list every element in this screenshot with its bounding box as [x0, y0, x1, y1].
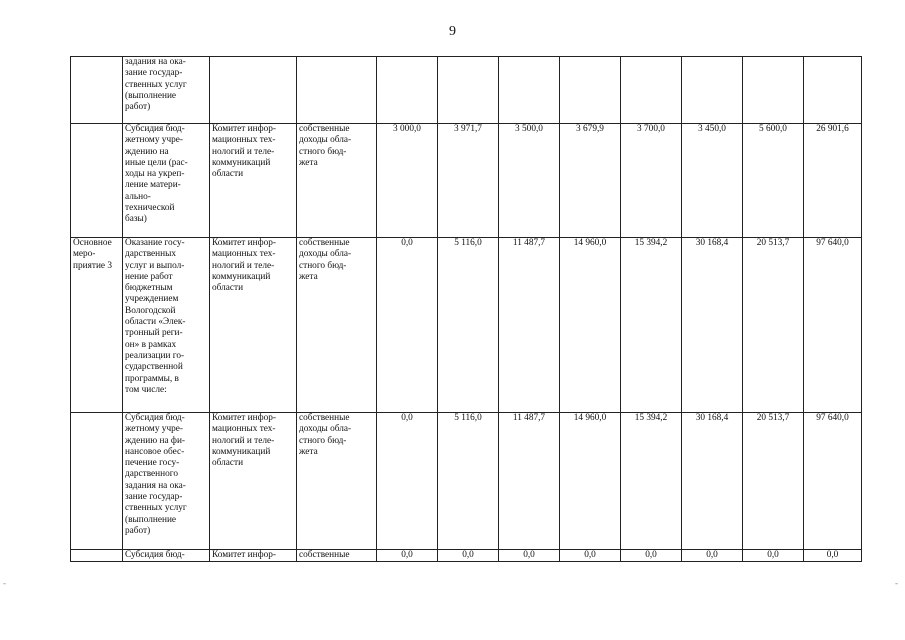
total-value-cell	[804, 57, 862, 124]
year-value-cell: 15 394,2	[621, 413, 682, 550]
year-value-cell: 3 450,0	[682, 124, 743, 238]
total-value-cell: 0,0	[804, 550, 862, 562]
year-value-cell: 0,0	[377, 238, 438, 413]
measure-cell	[71, 413, 123, 550]
year-value-cell	[621, 57, 682, 124]
year-value-cell: 3 700,0	[621, 124, 682, 238]
measure-cell	[71, 124, 123, 238]
year-value-cell: 3 971,7	[438, 124, 499, 238]
funding-source-cell: собственные	[297, 550, 377, 562]
year-value-cell: 30 168,4	[682, 238, 743, 413]
measure-cell: Основное меро- приятие 3	[71, 238, 123, 413]
table-row	[71, 124, 862, 238]
table-row	[71, 413, 862, 550]
year-value-cell: 20 513,7	[743, 413, 804, 550]
event-name-cell: Субсидия бюд-	[123, 550, 210, 562]
executor-cell	[210, 57, 297, 124]
table-row	[71, 238, 862, 413]
year-value-cell: 0,0	[621, 550, 682, 562]
year-value-cell: 0,0	[438, 550, 499, 562]
year-value-cell	[438, 57, 499, 124]
executor-cell: Комитет инфор- мационных тех- нологий и теле- коммуникаций области	[210, 124, 297, 238]
total-value-cell: 26 901,6	[804, 124, 862, 238]
year-value-cell: 11 487,7	[499, 238, 560, 413]
year-value-cell: 0,0	[377, 413, 438, 550]
year-value-cell	[682, 57, 743, 124]
year-value-cell: 0,0	[377, 550, 438, 562]
year-value-cell: 20 513,7	[743, 238, 804, 413]
funding-source-cell: собственные доходы обла- стного бюд- жета	[297, 124, 377, 238]
event-name-cell: Оказание госу- дарственных услуг и выпол- нение работ бюджетным учреждением Вологодской области «Элек- тронный реги- он» в рамках реализации го- сударственной программы, в том числе:	[123, 238, 210, 413]
total-value-cell: 97 640,0	[804, 413, 862, 550]
year-value-cell	[743, 57, 804, 124]
event-name-cell: задания на ока- зание государ- ственных услуг (выполнение работ)	[123, 57, 210, 124]
year-value-cell: 5 600,0	[743, 124, 804, 238]
executor-cell: Комитет инфор- мационных тех- нологий и теле- коммуникаций области	[210, 413, 297, 550]
year-value-cell: 0,0	[682, 550, 743, 562]
year-value-cell: 3 500,0	[499, 124, 560, 238]
year-value-cell: 30 168,4	[682, 413, 743, 550]
total-value-cell: 97 640,0	[804, 238, 862, 413]
funding-source-cell: собственные доходы обла- стного бюд- жета	[297, 413, 377, 550]
year-value-cell: 0,0	[560, 550, 621, 562]
funding-source-cell	[297, 57, 377, 124]
year-value-cell: 3 000,0	[377, 124, 438, 238]
table-row	[71, 57, 862, 124]
event-name-cell: Субсидия бюд- жетному учре- ждению на иные цели (рас- ходы на укреп- ление матери- ально- технической базы)	[123, 124, 210, 238]
year-value-cell: 3 679,9	[560, 124, 621, 238]
year-value-cell: 15 394,2	[621, 238, 682, 413]
event-name-cell: Субсидия бюд- жетному учре- ждению на фи- нансовое обес- печение госу- дарственного задания на ока- зание государ- ственных услуг (выполнение работ)	[123, 413, 210, 550]
measure-cell	[71, 57, 123, 124]
executor-cell: Комитет инфор- мационных тех- нологий и теле- коммуникаций области	[210, 238, 297, 413]
table-row	[71, 550, 862, 562]
year-value-cell	[377, 57, 438, 124]
page-number: 9	[449, 24, 456, 39]
budget-table	[70, 56, 862, 562]
scan-edge-mark-right: -	[895, 578, 898, 588]
year-value-cell: 5 116,0	[438, 413, 499, 550]
year-value-cell: 14 960,0	[560, 413, 621, 550]
year-value-cell: 11 487,7	[499, 413, 560, 550]
year-value-cell: 14 960,0	[560, 238, 621, 413]
funding-source-cell: собственные доходы обла- стного бюд- жета	[297, 238, 377, 413]
year-value-cell: 0,0	[499, 550, 560, 562]
measure-cell	[71, 550, 123, 562]
year-value-cell	[499, 57, 560, 124]
year-value-cell	[560, 57, 621, 124]
year-value-cell: 0,0	[743, 550, 804, 562]
year-value-cell: 5 116,0	[438, 238, 499, 413]
executor-cell: Комитет инфор-	[210, 550, 297, 562]
scan-edge-mark-left: -	[3, 578, 6, 588]
